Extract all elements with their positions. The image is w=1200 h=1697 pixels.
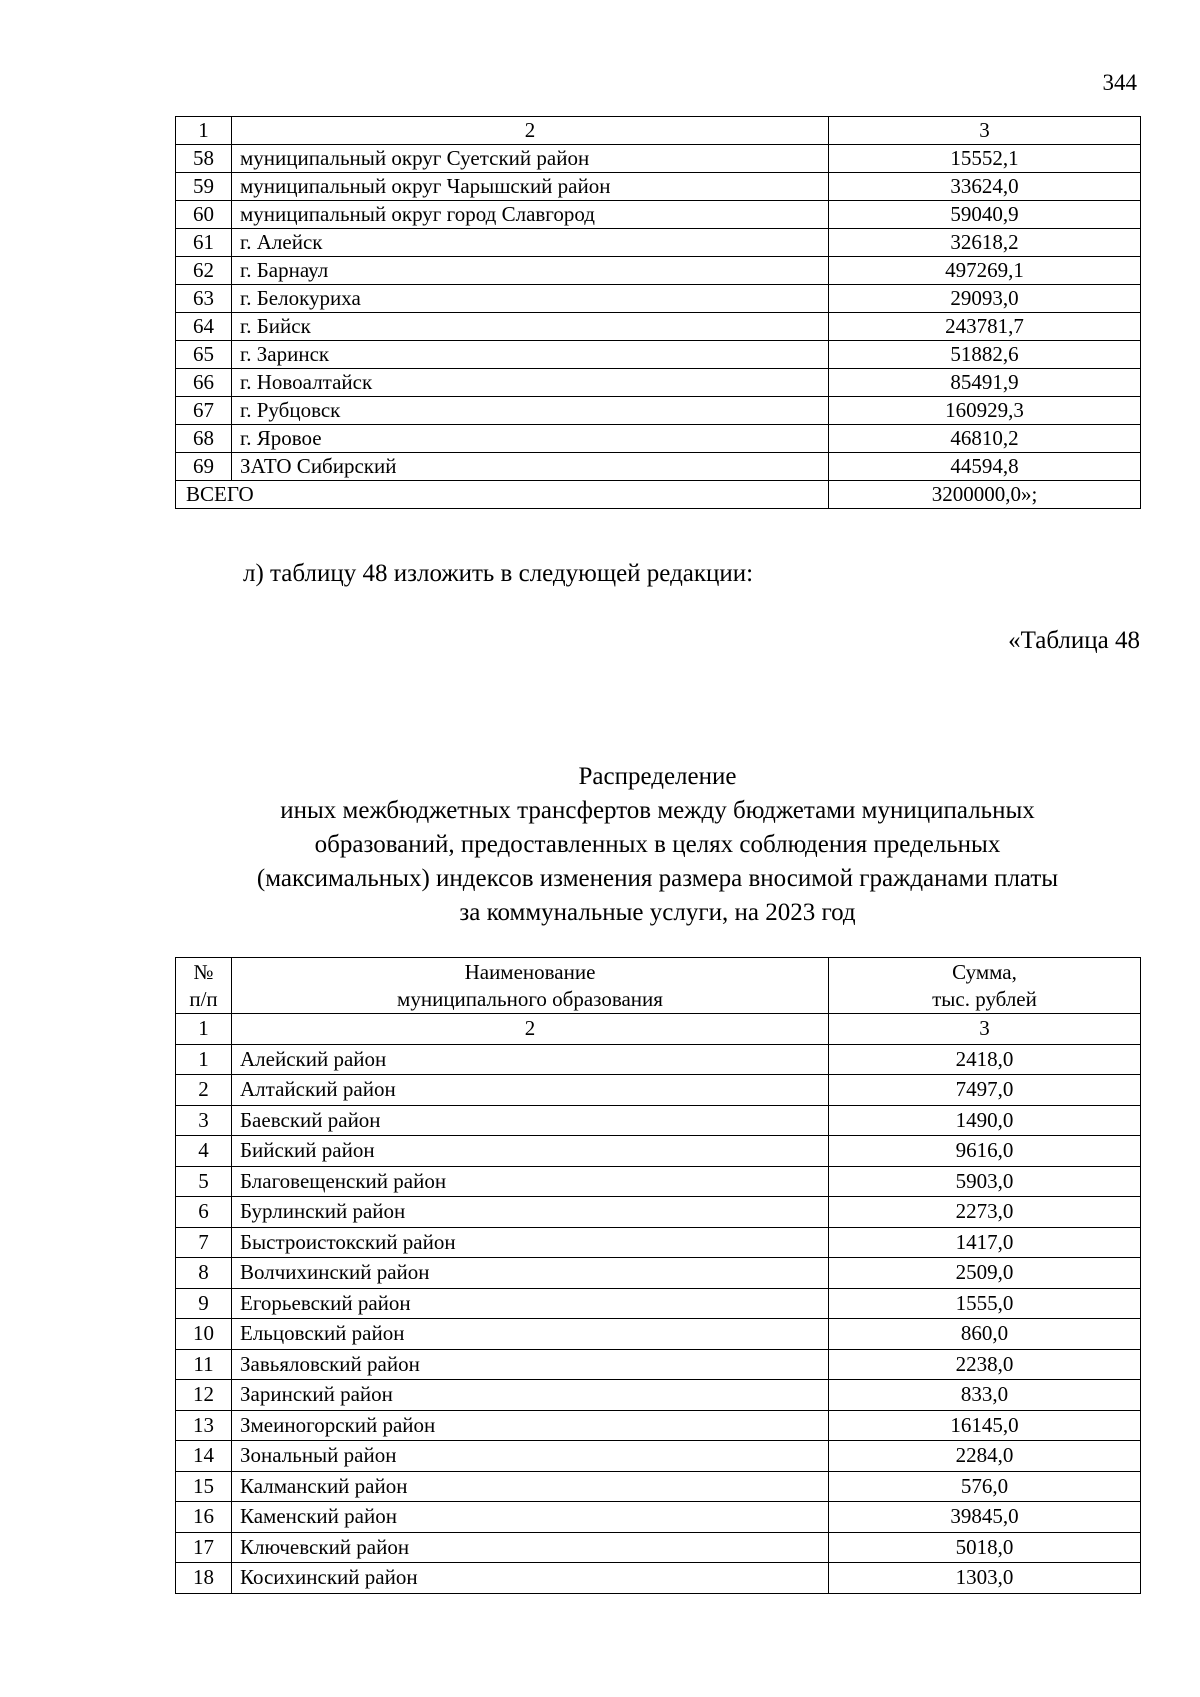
header-text: №: [193, 959, 214, 984]
row-value: 15552,1: [829, 145, 1141, 173]
table-index-row: [176, 117, 1141, 145]
row-name: Волчихинский район: [232, 1258, 829, 1289]
row-name: Алтайский район: [232, 1075, 829, 1106]
row-number: 63: [176, 285, 232, 313]
row-value: 860,0: [829, 1319, 1141, 1350]
row-value: 2284,0: [829, 1441, 1141, 1472]
row-name: г. Белокуриха: [232, 285, 829, 313]
row-number: 9: [176, 1288, 232, 1319]
row-value: 39845,0: [829, 1502, 1141, 1533]
row-number: 11: [176, 1349, 232, 1380]
row-name: Змеиногорский район: [232, 1410, 829, 1441]
row-number: 2: [176, 1075, 232, 1106]
row-number: 68: [176, 425, 232, 453]
row-name: ЗАТО Сибирский: [232, 453, 829, 481]
title-line: Распределение: [578, 763, 737, 790]
row-number: 61: [176, 229, 232, 257]
row-value: 33624,0: [829, 173, 1141, 201]
row-value: 2238,0: [829, 1349, 1141, 1380]
row-value: 160929,3: [829, 397, 1141, 425]
table-row: [176, 285, 1141, 313]
row-value: 1490,0: [829, 1105, 1141, 1136]
row-value: 1417,0: [829, 1227, 1141, 1258]
header-text: тыс. рублей: [932, 986, 1037, 1011]
row-number: 3: [176, 1105, 232, 1136]
table-row: [176, 1349, 1141, 1380]
row-number: 64: [176, 313, 232, 341]
row-value: 243781,7: [829, 313, 1141, 341]
col-index-2: 2: [232, 117, 829, 145]
row-name: Алейский район: [232, 1044, 829, 1075]
row-name: г. Заринск: [232, 341, 829, 369]
row-number: 14: [176, 1441, 232, 1472]
table-row: [176, 1105, 1141, 1136]
row-value: 29093,0: [829, 285, 1141, 313]
row-name: г. Новоалтайск: [232, 369, 829, 397]
row-value: 497269,1: [829, 257, 1141, 285]
total-row: [176, 481, 1141, 509]
table-row: [176, 1319, 1141, 1350]
row-name: Бурлинский район: [232, 1197, 829, 1228]
table-row: [176, 425, 1141, 453]
continued-table: [175, 116, 1141, 509]
row-number: 60: [176, 201, 232, 229]
table-row: [176, 1471, 1141, 1502]
table-row: [176, 1532, 1141, 1563]
row-number: 69: [176, 453, 232, 481]
header-name: [232, 958, 829, 1014]
table-row: [176, 1410, 1141, 1441]
row-value: 2273,0: [829, 1197, 1141, 1228]
row-number: 67: [176, 397, 232, 425]
title-line: иных межбюджетных трансфертов между бюджетами муниципальных: [280, 797, 1035, 824]
row-name: муниципальный округ Чарышский район: [232, 173, 829, 201]
row-number: 1: [176, 1044, 232, 1075]
row-value: 1555,0: [829, 1288, 1141, 1319]
table-header-row: [176, 958, 1141, 1014]
table-row: [176, 1380, 1141, 1411]
header-text: Наименование: [464, 959, 596, 984]
row-value: 32618,2: [829, 229, 1141, 257]
row-number: 6: [176, 1197, 232, 1228]
row-name: Калманский район: [232, 1471, 829, 1502]
row-name: Заринский район: [232, 1380, 829, 1411]
row-number: 4: [176, 1136, 232, 1167]
row-number: 58: [176, 145, 232, 173]
row-number: 15: [176, 1471, 232, 1502]
col-index-3: 3: [829, 1014, 1141, 1045]
table-row: [176, 1441, 1141, 1472]
row-name: Ключевский район: [232, 1532, 829, 1563]
row-value: 1303,0: [829, 1563, 1141, 1594]
total-value: 3200000,0»;: [829, 481, 1141, 509]
page-number: 344: [1102, 70, 1137, 95]
table-row: [176, 1227, 1141, 1258]
row-name: Егорьевский район: [232, 1288, 829, 1319]
row-name: г. Бийск: [232, 313, 829, 341]
table-row: [176, 1166, 1141, 1197]
row-value: 44594,8: [829, 453, 1141, 481]
table-row: [176, 1044, 1141, 1075]
row-name: Зональный район: [232, 1441, 829, 1472]
row-number: 62: [176, 257, 232, 285]
title-line: образований, предоставленных в целях соблюдения предельных: [314, 831, 1001, 858]
amendment-instruction: л) таблицу 48 изложить в следующей редакции:: [243, 560, 754, 587]
row-name: Ельцовский район: [232, 1319, 829, 1350]
total-label: ВСЕГО: [176, 481, 829, 509]
row-number: 12: [176, 1380, 232, 1411]
row-name: муниципальный округ Суетский район: [232, 145, 829, 173]
row-name: Быстроистокский район: [232, 1227, 829, 1258]
table-row: [176, 1288, 1141, 1319]
table-row: [176, 341, 1141, 369]
row-value: 46810,2: [829, 425, 1141, 453]
row-number: 66: [176, 369, 232, 397]
row-number: 65: [176, 341, 232, 369]
row-number: 13: [176, 1410, 232, 1441]
table-row: [176, 1136, 1141, 1167]
row-name: Баевский район: [232, 1105, 829, 1136]
table-row: [176, 145, 1141, 173]
row-number: 8: [176, 1258, 232, 1289]
table-row: [176, 313, 1141, 341]
row-value: 7497,0: [829, 1075, 1141, 1106]
col-index-1: 1: [176, 1014, 232, 1045]
row-number: 18: [176, 1563, 232, 1594]
col-index-3: 3: [829, 117, 1141, 145]
row-name: г. Алейск: [232, 229, 829, 257]
table-row: [176, 229, 1141, 257]
row-number: 5: [176, 1166, 232, 1197]
row-name: муниципальный округ город Славгород: [232, 201, 829, 229]
row-name: Бийский район: [232, 1136, 829, 1167]
table-index-row: [176, 1014, 1141, 1045]
table-row: [176, 173, 1141, 201]
row-value: 16145,0: [829, 1410, 1141, 1441]
row-name: Завьяловский район: [232, 1349, 829, 1380]
header-amount: [829, 958, 1141, 1014]
row-value: 5018,0: [829, 1532, 1141, 1563]
row-value: 2418,0: [829, 1044, 1141, 1075]
distribution-table: [175, 957, 1141, 1594]
table-row: [176, 1197, 1141, 1228]
header-text: Сумма,: [952, 959, 1017, 984]
row-value: 51882,6: [829, 341, 1141, 369]
table-row: [176, 1502, 1141, 1533]
row-name: Косихинский район: [232, 1563, 829, 1594]
title-line: за коммунальные услуги, на 2023 год: [459, 899, 856, 926]
table-caption: «Таблица 48: [1008, 627, 1140, 654]
row-name: г. Рубцовск: [232, 397, 829, 425]
table-row: [176, 201, 1141, 229]
table-row: [176, 453, 1141, 481]
header-text: муниципального образования: [397, 986, 663, 1011]
table-row: [176, 1075, 1141, 1106]
row-number: 16: [176, 1502, 232, 1533]
table-row: [176, 397, 1141, 425]
table-row: [176, 369, 1141, 397]
row-value: 5903,0: [829, 1166, 1141, 1197]
row-value: 833,0: [829, 1380, 1141, 1411]
row-number: 7: [176, 1227, 232, 1258]
title-line: (максимальных) индексов изменения размера вносимой гражданами платы: [256, 865, 1059, 892]
table-row: [176, 1563, 1141, 1594]
row-number: 10: [176, 1319, 232, 1350]
table-row: [176, 257, 1141, 285]
row-name: г. Яровое: [232, 425, 829, 453]
row-value: 85491,9: [829, 369, 1141, 397]
header-text: п/п: [189, 986, 218, 1011]
table-title: [175, 760, 1140, 930]
row-value: 9616,0: [829, 1136, 1141, 1167]
header-number: [176, 958, 232, 1014]
row-name: Благовещенский район: [232, 1166, 829, 1197]
col-index-1: 1: [176, 117, 232, 145]
table-row: [176, 1258, 1141, 1289]
row-value: 59040,9: [829, 201, 1141, 229]
row-number: 17: [176, 1532, 232, 1563]
row-value: 576,0: [829, 1471, 1141, 1502]
row-number: 59: [176, 173, 232, 201]
row-name: Каменский район: [232, 1502, 829, 1533]
row-name: г. Барнаул: [232, 257, 829, 285]
col-index-2: 2: [232, 1014, 829, 1045]
row-value: 2509,0: [829, 1258, 1141, 1289]
